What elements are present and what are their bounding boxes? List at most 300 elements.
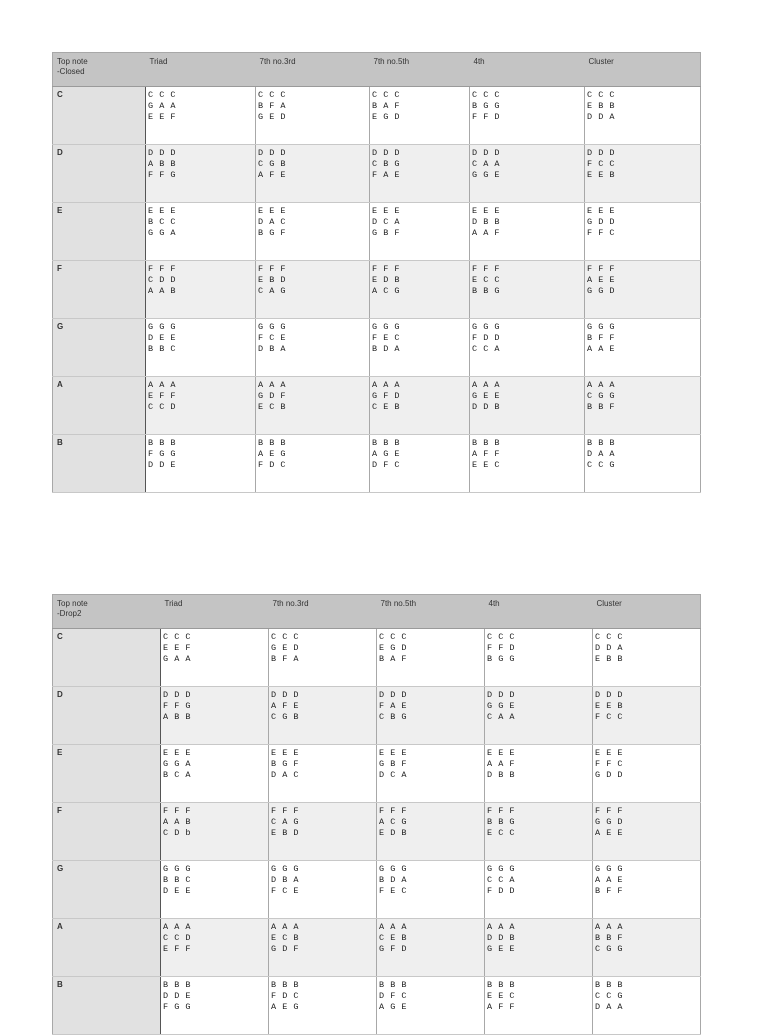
voicing-line: D D D (271, 690, 300, 700)
voicing-line: E E C (472, 460, 501, 470)
voicing-line: D D D (587, 148, 616, 158)
top-note-cell: E (53, 745, 161, 803)
voicing-line: D E E (148, 333, 177, 343)
voicing-line: D D D (472, 148, 501, 158)
top-note-cell: D (53, 145, 146, 203)
voicing-line: A A F (487, 759, 516, 769)
voicing-line: C B G (379, 712, 408, 722)
voicing-line: A G E (372, 449, 401, 459)
voicing-cell-cluster (593, 977, 701, 1035)
voicing-line: G D F (271, 944, 300, 954)
voicing-line: G G G (487, 864, 516, 874)
voicing-line: C A G (258, 286, 287, 296)
voicing-line: A F F (472, 449, 501, 459)
voicing-line: D B B (487, 770, 516, 780)
voicing-line: B B F (595, 933, 624, 943)
voicing-cell-fourth (470, 377, 585, 435)
voicing-line: G D F (258, 391, 287, 401)
table-row (53, 629, 701, 687)
voicing-cell-triad (161, 919, 269, 977)
voicing-cell-triad (146, 261, 256, 319)
voicing-line: D B A (271, 875, 300, 885)
voicing-cell-cluster (585, 87, 701, 145)
voicing-line: C C C (595, 632, 624, 642)
table-row (53, 861, 701, 919)
voicing-cell-7th-no3rd (256, 87, 370, 145)
voicing-line: D D D (595, 690, 624, 700)
voicing-cell-triad (146, 377, 256, 435)
voicing-line: D B B (472, 217, 501, 227)
top-note-cell: E (53, 203, 146, 261)
voicing-line: A E G (258, 449, 287, 459)
voicing-line: F F C (587, 228, 616, 238)
voicing-line: F D C (258, 460, 287, 470)
voicing-line: A B B (148, 159, 177, 169)
voicing-line: G G D (595, 817, 624, 827)
voicing-cell-7th-no5th (377, 919, 485, 977)
voicing-line: D B A (258, 344, 287, 354)
voicing-cell-cluster (585, 319, 701, 377)
voicing-line: D D A (587, 112, 616, 122)
voicing-line: B B B (587, 438, 616, 448)
voicing-line: A E G (271, 1002, 300, 1012)
voicing-cell-7th-no5th (377, 629, 485, 687)
voicing-line: A A A (595, 922, 624, 932)
voicing-line: B B B (487, 980, 516, 990)
voicing-line: G A A (148, 101, 177, 111)
top-note-cell: C (53, 629, 161, 687)
voicing-line: G G A (148, 228, 177, 238)
voicing-line: F F F (472, 264, 501, 274)
voicing-line: G F D (379, 944, 408, 954)
voicing-line: B B G (472, 286, 501, 296)
voicing-line: A A A (487, 922, 516, 932)
voicing-cell-fourth (485, 919, 593, 977)
top-note-cell: F (53, 261, 146, 319)
voicing-line: G G G (587, 322, 616, 332)
column-header-7th-no5th: 7th no.5th (370, 53, 470, 87)
column-header-top-note: Top note -Drop2 (53, 595, 161, 629)
voicing-line: E F F (148, 391, 177, 401)
voicing-line: A A B (148, 286, 177, 296)
voicing-line: D E E (163, 886, 192, 896)
voicing-cell-cluster (593, 919, 701, 977)
voicing-cell-fourth (485, 687, 593, 745)
voicing-line: A A A (372, 380, 401, 390)
voicing-line: C C C (258, 90, 287, 100)
voicing-cell-triad (146, 203, 256, 261)
voicing-line: B B G (487, 817, 516, 827)
voicing-cell-triad (161, 861, 269, 919)
voicing-line: E E E (163, 748, 192, 758)
drop2-voicing-table (52, 594, 701, 1035)
top-note-cell: G (53, 861, 161, 919)
voicing-line: G G E (472, 170, 501, 180)
voicing-cell-cluster (593, 803, 701, 861)
voicing-line: A A E (595, 875, 624, 885)
voicing-cell-7th-no5th (377, 687, 485, 745)
voicing-line: B F A (258, 101, 287, 111)
voicing-line: G G G (163, 864, 192, 874)
voicing-cell-triad (146, 87, 256, 145)
voicing-line: C C C (587, 90, 616, 100)
voicing-line: D F C (379, 991, 408, 1001)
voicing-line: G E E (487, 944, 516, 954)
top-note-cell: C (53, 87, 146, 145)
voicing-line: B C A (163, 770, 192, 780)
voicing-cell-triad (146, 145, 256, 203)
voicing-line: E F F (163, 944, 192, 954)
voicing-line: C G B (258, 159, 287, 169)
voicing-line: E E E (271, 748, 300, 758)
voicing-line: E E E (379, 748, 408, 758)
voicing-line: F F F (595, 806, 624, 816)
voicing-cell-cluster (585, 435, 701, 493)
voicing-cell-7th-no5th (370, 145, 470, 203)
voicing-line: A A B (163, 817, 192, 827)
top-note-cell: D (53, 687, 161, 745)
voicing-cell-cluster (593, 629, 701, 687)
voicing-line: A E E (587, 275, 616, 285)
voicing-cell-7th-no5th (370, 261, 470, 319)
voicing-line: B B B (258, 438, 287, 448)
voicing-line: G G A (163, 759, 192, 769)
column-header-cluster: Cluster (585, 53, 701, 87)
column-header-triad: Triad (161, 595, 269, 629)
voicing-cell-7th-no3rd (269, 861, 377, 919)
voicing-cell-7th-no5th (377, 977, 485, 1035)
voicing-cell-7th-no5th (377, 803, 485, 861)
closed-voicing-table (52, 52, 701, 493)
voicing-line: B B C (148, 344, 177, 354)
table-row (53, 435, 701, 493)
voicing-cell-fourth (470, 203, 585, 261)
voicing-line: F G G (148, 449, 177, 459)
voicing-line: A A E (587, 344, 616, 354)
voicing-cell-7th-no5th (377, 861, 485, 919)
column-header-7th-no5th: 7th no.5th (377, 595, 485, 629)
voicing-line: A A A (163, 922, 192, 932)
voicing-line: G E D (258, 112, 287, 122)
voicing-line: G G G (379, 864, 408, 874)
voicing-line: F F F (587, 264, 616, 274)
voicing-line: E E C (487, 991, 516, 1001)
column-header-fourth: 4th (470, 53, 585, 87)
voicing-line: A A A (148, 380, 177, 390)
voicing-line: F F F (372, 264, 401, 274)
voicing-line: E C C (487, 828, 516, 838)
voicing-cell-7th-no5th (370, 203, 470, 261)
voicing-cell-triad (146, 319, 256, 377)
voicing-line: E E E (587, 206, 616, 216)
voicing-line: F A E (372, 170, 401, 180)
voicing-line: G D D (595, 770, 624, 780)
voicing-line: D D D (163, 690, 192, 700)
top-note-cell: G (53, 319, 146, 377)
voicing-line: F F C (595, 759, 624, 769)
voicing-line: G B F (379, 759, 408, 769)
voicing-cell-fourth (485, 629, 593, 687)
column-header-top-note: Top note -Closed (53, 53, 146, 87)
voicing-cell-7th-no3rd (256, 435, 370, 493)
voicing-cell-7th-no3rd (269, 803, 377, 861)
voicing-line: E B D (271, 828, 300, 838)
table-row (53, 919, 701, 977)
voicing-cell-7th-no5th (377, 745, 485, 803)
voicing-line: B B B (472, 438, 501, 448)
table-row (53, 803, 701, 861)
table-row (53, 87, 701, 145)
voicing-cell-7th-no5th (370, 377, 470, 435)
voicing-line: B A F (372, 101, 401, 111)
voicing-line: C E B (379, 933, 408, 943)
voicing-line: C G B (271, 712, 300, 722)
voicing-line: B D A (372, 344, 401, 354)
voicing-line: F D D (487, 886, 516, 896)
voicing-line: A C G (372, 286, 401, 296)
top-note-cell: A (53, 377, 146, 435)
voicing-line: D C A (379, 770, 408, 780)
voicing-line: B G F (271, 759, 300, 769)
voicing-line: A F E (271, 701, 300, 711)
voicing-line: E E F (163, 643, 192, 653)
voicing-cell-7th-no3rd (269, 977, 377, 1035)
voicing-cell-cluster (593, 861, 701, 919)
table-row (53, 145, 701, 203)
voicing-cell-fourth (485, 977, 593, 1035)
voicing-line: B B B (148, 438, 177, 448)
voicing-line: C C C (472, 90, 501, 100)
voicing-line: B B B (372, 438, 401, 448)
voicing-line: A A A (379, 922, 408, 932)
voicing-cell-7th-no3rd (269, 919, 377, 977)
voicing-line: E D B (372, 275, 401, 285)
voicing-line: B F F (595, 886, 624, 896)
voicing-line: E E B (587, 170, 616, 180)
voicing-line: G G G (595, 864, 624, 874)
voicing-line: F G G (163, 1002, 192, 1012)
voicing-cell-7th-no3rd (256, 145, 370, 203)
voicing-line: C C D (163, 933, 192, 943)
voicing-line: A A F (472, 228, 501, 238)
voicing-line: C D D (148, 275, 177, 285)
voicing-line: D D D (487, 690, 516, 700)
voicing-line: E G D (372, 112, 401, 122)
voicing-line: G B F (372, 228, 401, 238)
voicing-line: G G G (271, 864, 300, 874)
voicing-line: C C A (472, 344, 501, 354)
voicing-line: A A A (472, 380, 501, 390)
voicing-line: E B B (595, 654, 624, 664)
voicing-line: C C A (487, 875, 516, 885)
voicing-line: C C G (595, 991, 624, 1001)
voicing-cell-7th-no3rd (269, 687, 377, 745)
voicing-line: G G G (472, 322, 501, 332)
voicing-line: F A E (379, 701, 408, 711)
voicing-line: F D D (472, 333, 501, 343)
voicing-line: F C E (271, 886, 300, 896)
voicing-line: E E E (372, 206, 401, 216)
table-row (53, 977, 701, 1035)
voicing-line: C A A (487, 712, 516, 722)
voicing-cell-7th-no3rd (269, 629, 377, 687)
column-header-cluster: Cluster (593, 595, 701, 629)
voicing-line: E C B (258, 402, 287, 412)
voicing-line: A C G (379, 817, 408, 827)
voicing-cell-fourth (470, 145, 585, 203)
voicing-line: F F F (258, 264, 287, 274)
voicing-line: F C C (587, 159, 616, 169)
voicing-line: E G D (379, 643, 408, 653)
top-note-cell: B (53, 435, 146, 493)
voicing-cell-triad (161, 745, 269, 803)
voicing-line: D D E (163, 991, 192, 1001)
voicing-line: B B B (379, 980, 408, 990)
voicing-line: D D D (148, 148, 177, 158)
voicing-line: D D E (148, 460, 177, 470)
voicing-cell-triad (161, 629, 269, 687)
voicing-line: G E E (472, 391, 501, 401)
voicing-line: F F F (148, 264, 177, 274)
voicing-line: A B B (163, 712, 192, 722)
voicing-line: F F F (163, 806, 192, 816)
voicing-line: F D C (271, 991, 300, 1001)
top-note-cell: F (53, 803, 161, 861)
column-header-7th-no3rd: 7th no.3rd (269, 595, 377, 629)
voicing-cell-fourth (485, 803, 593, 861)
voicing-cell-fourth (470, 435, 585, 493)
voicing-line: F F F (487, 806, 516, 816)
voicing-line: A A A (271, 922, 300, 932)
column-header-fourth: 4th (485, 595, 593, 629)
voicing-cell-7th-no3rd (256, 377, 370, 435)
voicing-line: B F A (271, 654, 300, 664)
voicing-line: F C C (595, 712, 624, 722)
voicing-line: E C C (472, 275, 501, 285)
voicing-line: C A G (271, 817, 300, 827)
voicing-cell-7th-no3rd (256, 319, 370, 377)
voicing-line: C G G (595, 944, 624, 954)
voicing-line: F E C (372, 333, 401, 343)
voicing-cell-cluster (593, 687, 701, 745)
voicing-line: G G G (148, 322, 177, 332)
voicing-line: D A C (271, 770, 300, 780)
voicing-line: F F D (472, 112, 501, 122)
voicing-line: G G G (258, 322, 287, 332)
voicing-line: F C E (258, 333, 287, 343)
voicing-line: B B C (163, 875, 192, 885)
voicing-cell-triad (161, 803, 269, 861)
voicing-line: E E B (595, 701, 624, 711)
table-row (53, 687, 701, 745)
voicing-cell-fourth (470, 319, 585, 377)
table-header-row (53, 53, 701, 87)
voicing-line: A G E (379, 1002, 408, 1012)
voicing-line: C C C (163, 632, 192, 642)
voicing-cell-7th-no5th (370, 87, 470, 145)
voicing-line: E E E (258, 206, 287, 216)
voicing-line: F F F (271, 806, 300, 816)
voicing-line: C C C (148, 90, 177, 100)
table-row (53, 261, 701, 319)
voicing-cell-cluster (585, 145, 701, 203)
voicing-line: C C G (587, 460, 616, 470)
voicing-line: D D D (379, 690, 408, 700)
voicing-cell-cluster (585, 261, 701, 319)
voicing-cell-7th-no3rd (269, 745, 377, 803)
voicing-line: E E E (487, 748, 516, 758)
top-note-cell: A (53, 919, 161, 977)
voicing-line: G G E (487, 701, 516, 711)
voicing-line: C C C (379, 632, 408, 642)
voicing-cell-triad (161, 977, 269, 1035)
voicing-cell-cluster (593, 745, 701, 803)
voicing-line: B B F (587, 402, 616, 412)
voicing-line: F F F (379, 806, 408, 816)
voicing-cell-cluster (585, 203, 701, 261)
table-header-row (53, 595, 701, 629)
voicing-cell-cluster (585, 377, 701, 435)
voicing-line: E E E (472, 206, 501, 216)
voicing-line: C C D (148, 402, 177, 412)
voicing-cell-fourth (470, 87, 585, 145)
voicing-cell-triad (146, 435, 256, 493)
voicing-line: B B B (595, 980, 624, 990)
voicing-line: A F E (258, 170, 287, 180)
voicing-line: E B D (258, 275, 287, 285)
voicing-line: G A A (163, 654, 192, 664)
voicing-cell-fourth (485, 745, 593, 803)
voicing-line: C C C (372, 90, 401, 100)
table-row (53, 377, 701, 435)
voicing-line: D D D (258, 148, 287, 158)
voicing-cell-7th-no3rd (256, 261, 370, 319)
voicing-line: C B G (372, 159, 401, 169)
table-row (53, 203, 701, 261)
table-row (53, 745, 701, 803)
voicing-line: F E C (379, 886, 408, 896)
voicing-line: G G G (372, 322, 401, 332)
voicing-line: F F D (487, 643, 516, 653)
voicing-line: G D D (587, 217, 616, 227)
voicing-line: A E E (595, 828, 624, 838)
voicing-line: B G G (487, 654, 516, 664)
voicing-line: B B B (271, 980, 300, 990)
voicing-line: D D D (372, 148, 401, 158)
voicing-cell-fourth (470, 261, 585, 319)
voicing-line: E E F (148, 112, 177, 122)
voicing-line: B A F (379, 654, 408, 664)
voicing-line: B C C (148, 217, 177, 227)
voicing-line: G G D (587, 286, 616, 296)
voicing-line: C C C (487, 632, 516, 642)
voicing-line: A F F (487, 1002, 516, 1012)
column-header-triad: Triad (146, 53, 256, 87)
voicing-line: C G G (587, 391, 616, 401)
voicing-line: A A A (258, 380, 287, 390)
voicing-cell-triad (161, 687, 269, 745)
column-header-7th-no3rd: 7th no.3rd (256, 53, 370, 87)
voicing-line: D F C (372, 460, 401, 470)
voicing-line: C D b (163, 828, 192, 838)
voicing-line: E D B (379, 828, 408, 838)
table-row (53, 319, 701, 377)
voicing-line: B D A (379, 875, 408, 885)
voicing-line: C E B (372, 402, 401, 412)
voicing-line: E E E (148, 206, 177, 216)
voicing-cell-7th-no5th (370, 319, 470, 377)
voicing-cell-7th-no3rd (256, 203, 370, 261)
